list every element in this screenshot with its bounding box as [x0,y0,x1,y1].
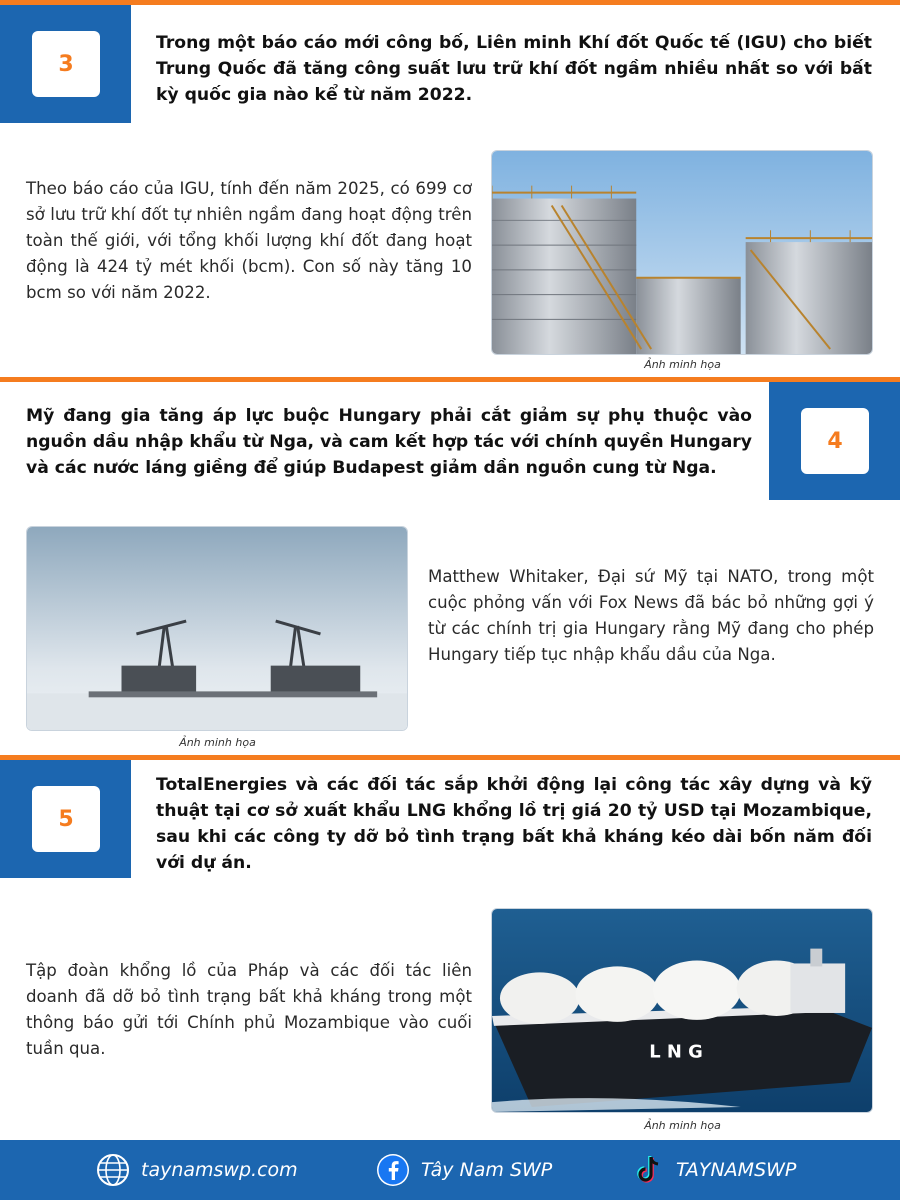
footer-facebook-text: Tây Nam SWP [421,1159,553,1181]
section-4-caption: Ảnh minh họa [179,736,256,749]
section-3-body: Theo báo cáo của IGU, tính đến năm 2025, có 699 cơ sở lưu trữ khí đốt tự nhiên ngầm đang hoạt động trên toàn thế giới, với tổng khối lượng khí đốt đang hoạt động là 424 tỷ mét khối (bcm). Con số này tăng 10 bcm so với năm 2022. [26,179,472,302]
facebook-icon [375,1152,411,1188]
section-4-headline: Mỹ đang gia tăng áp lực buộc Hungary phải cắt giảm sự phụ thuộc vào nguồn dầu nhập khẩu từ Nga, và cam kết hợp tác với chính quyền Hungary và các nước láng giềng để giúp Budapest giảm dần nguồn cung từ Nga. [26,406,752,478]
section-4-number: 4 [801,408,869,474]
section-3-number: 3 [32,31,100,97]
section-5-number: 5 [32,786,100,852]
section-4-number-block [769,382,900,500]
tiktok-icon [630,1152,666,1188]
section-3-caption: Ảnh minh họa [644,358,721,371]
section-5-body: Tập đoàn khổng lồ của Pháp và các đối tác liên doanh đã dỡ bỏ tình trạng bất khả kháng trong một thông báo gửi tới Chính phủ Mozambique vào cuối tuần qua. [26,961,472,1058]
section-4-top-rule [0,377,900,382]
section-3-headline: Trong một báo cáo mới công bố, Liên minh Khí đốt Quốc tế (IGU) cho biết Trung Quốc đã tăng công suất lưu trữ khí đốt ngầm nhiều nhất so với bất kỳ quốc gia nào kể từ năm 2022. [156,33,872,105]
footer-tiktok-text: TAYNAMSWP [676,1159,797,1181]
footer-bar [0,1140,900,1200]
section-3-top-rule [0,0,900,5]
section-3-photo-storage-tanks [491,150,873,355]
footer-website-text: taynamswp.com [141,1159,298,1181]
section-5-headline: TotalEnergies và các đối tác sắp khởi động lại công tác xây dựng và kỹ thuật tại cơ sở xuất khẩu LNG khổng lồ trị giá 20 tỷ USD tại Mozambique, sau khi các công ty dỡ bỏ tình trạng bất khả kháng kéo dài bốn năm đối với dự án. [156,775,872,873]
ship-hull-lettering: L N G [649,1041,703,1063]
footer-tiktok-link[interactable] [630,1140,796,1200]
section-4-photo-oil-pumpjacks [26,526,408,731]
globe-icon [95,1152,131,1188]
footer-website-link[interactable] [95,1140,298,1200]
section-3-number-block [0,5,131,123]
section-5-caption: Ảnh minh họa [644,1119,721,1132]
section-4-body: Matthew Whitaker, Đại sứ Mỹ tại NATO, trong một cuộc phỏng vấn với Fox News đã bác bỏ những gợi ý từ các chính trị gia Hungary rằng Mỹ đang cho phép Hungary tiếp tục nhập khẩu dầu của Nga. [428,567,874,664]
section-5-number-block [0,760,131,878]
section-5-photo-lng-carrier [491,908,873,1113]
footer-facebook-link[interactable] [375,1140,552,1200]
section-5-top-rule [0,755,900,760]
